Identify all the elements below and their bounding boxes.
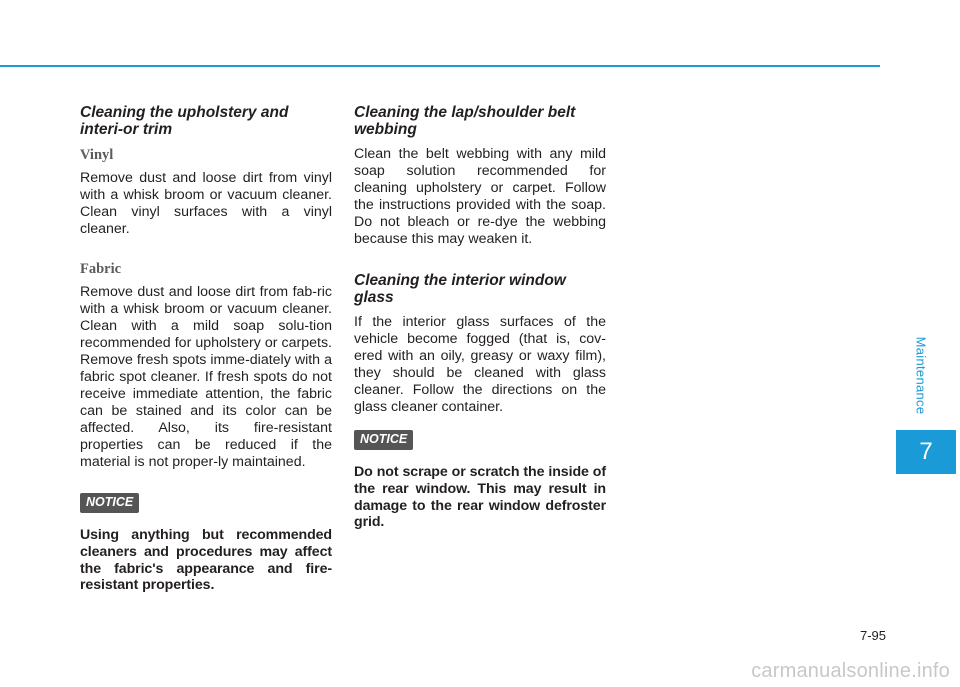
belt-paragraph: Clean the belt webbing with any mild soap solution recommended for cleaning upholstery or carpet. Follow the instructions provided with the soap. Do not bleach or re-dye the webbing because this may weaken it.	[354, 146, 606, 247]
notice-text: Do not scrape or scratch the inside of the rear window. This may result in damage to the rear window defroster grid.	[354, 464, 606, 531]
chapter-label-text: Maintenance	[913, 336, 929, 414]
vinyl-paragraph: Remove dust and loose dirt from vinyl with a whisk broom or vacuum cleaner. Clean vinyl surfaces with a vinyl cleaner.	[80, 170, 332, 237]
watermark: carmanualsonline.info	[751, 660, 950, 682]
upholstery-heading: Cleaning the upholstery and interi-or trim	[80, 104, 289, 138]
fabric-subheading: Fabric	[80, 261, 122, 277]
page-number: 7-95	[859, 628, 886, 643]
vinyl-subheading: Vinyl	[80, 147, 114, 163]
notice-badge: NOTICE	[354, 430, 413, 450]
chapter-tab[interactable]	[896, 430, 956, 474]
fabric-paragraph: Remove dust and loose dirt from fab-ric with a whisk broom or vacuum cleaner. Clean with a mild soap solu-tion recommended for upholstery or carpets. Remove fresh spots imme-diately with a fabric spot cleaner. If fresh spots do not receive immediate attention, the fabric can be stained and its color can be affected. Also, its fire-resistant properties can be reduced if the material is not proper-ly maintained.	[80, 284, 332, 470]
glass-paragraph: If the interior glass surfaces of the vehicle become fogged (that is, cov-ered with an oily, greasy or waxy film), they should be cleaned with glass cleaner. Follow the directions on the glass cleaner container.	[354, 314, 606, 415]
header-rule	[0, 65, 880, 67]
right-column	[354, 104, 606, 531]
glass-heading: Cleaning the interior window glass	[354, 272, 566, 306]
notice-badge: NOTICE	[80, 493, 139, 513]
belt-heading: Cleaning the lap/shoulder belt webbing	[354, 104, 576, 138]
left-column	[80, 104, 332, 594]
chapter-number: 7	[919, 438, 933, 465]
chapter-label	[896, 330, 946, 420]
notice-text: Using anything but recommended cleaners and procedures may affect the fabric's appearance and fire-resistant properties.	[80, 527, 332, 594]
